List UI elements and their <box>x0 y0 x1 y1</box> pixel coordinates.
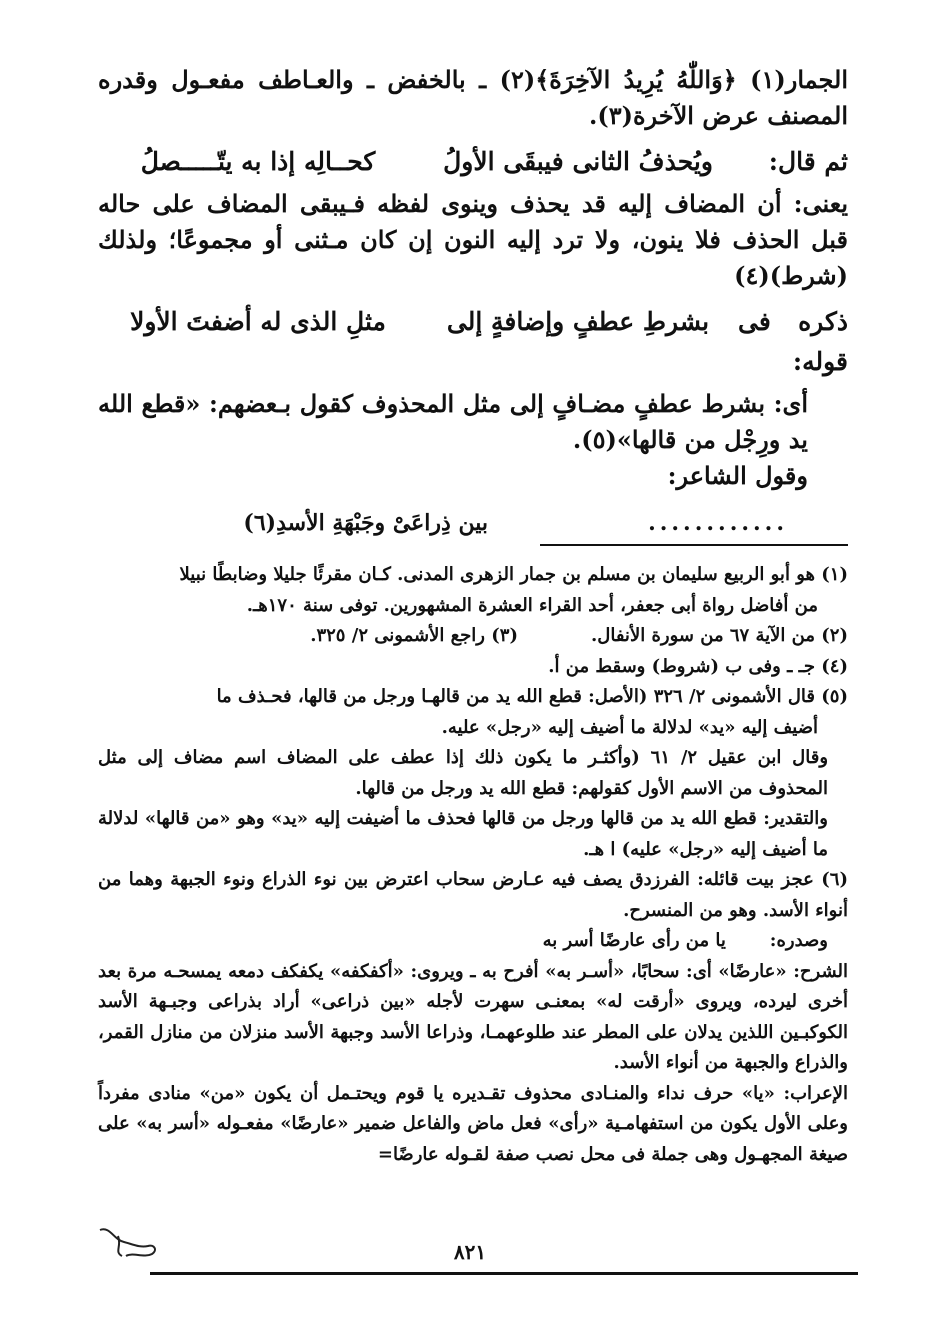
footnote-5: (٥) قال الأشمونى ٢/ ٣٢٦ (الأصل: قطع الله يد من قالهـا ورجل من قالها، فحـذف ما <box>216 686 848 707</box>
footnote-1: (١) هو أبو الربيع سليمان بن مسلم بن جمار الزهرى المدنى. كـان مقرئًا جليلا وضابطًا نبيلا <box>179 564 848 585</box>
verse-1-hemistich-2: كحــالِه إذا به يتّـــــصلُ <box>140 147 376 176</box>
footnote-3: (٣) راجع الأشمونى ٢/ ٣٢٥. <box>310 625 518 646</box>
footnote-6: (٦) عجز بيت قائله: الفرزدق يصف فيه عـارض سحاب اعترض بين نوء الذراع ونوء الجبهة وهما من أنواء الأسد. وهو من المنسرح. <box>98 869 848 921</box>
verse-1 <box>98 142 848 182</box>
bottom-rule <box>150 1272 858 1275</box>
footnote-6-sadr-label: وصدره: <box>769 930 828 951</box>
quoted-verse <box>98 510 848 536</box>
paragraph-2: يعنى: أن المضاف إليه قد يحذف وينوى لفظه فـيبقى المضاف على حاله قبل الحذف فلا ينون، ولا ترد إليه النون إن كان مـثنى أو مجموعًا؛ ولذلك (شرط)(٤) <box>98 189 848 290</box>
footnote-5-cont: أضيف إليه «يد» لدلالة ما أضيف إليه «رجل» عليه. <box>441 716 818 738</box>
verse-2-lead: ذكره فى قوله: <box>738 307 848 376</box>
quoted-verse-hemistich: بين ذِراعَىْ وجَبْهَةِ الأسدِ(٦) <box>243 510 488 536</box>
footnote-6-sharh: الشرح: «عارضًا» أى: سحابًا، «أسـر به» أفرح به ـ ويروى: «أكفكفه» يكفكف دمعه يمسحـه مرة بعد أخرى ليرده، ويروى «أرقت له» بمعنـى سهرت لأجله «بين ذراعى» أراد بذراعى وجبـهة الأسد الكوكبـين اللذين يدلان على المطر عند طلوعهمـا، وذراعا الأسد وجبهة الأسد منزلان من منازل القمر، والذراع والجبهة من أنواء الأسد. <box>98 960 848 1073</box>
footnote-4: (٤) جـ ـ وفى ب (شروط) وسقط من أ. <box>548 655 848 677</box>
page-number: ٨٢١ <box>453 1240 487 1264</box>
paragraph-3: أى: بشرط عطفٍ مضـافٍ إلى مثل المحذوف كقول بـعضهم: «قطع الله يد ورِجْل من قالها»(٥). <box>98 389 808 454</box>
footnote-5-ibn-aqil: وقال ابن عقيل ٢/ ٦١ (وأكثـر ما يكون ذلك إذا عطف على المضاف اسم مضاف إلى مثل المحذوف من الاسم الأول كقولهم: قطع الله يد ورجل من قالها. <box>98 747 829 799</box>
footnote-6-irab: الإعراب: «يا» حرف نداء والمنـادى محذوف تقـديره يا قوم ويحتـمل أن يكون «من» منادى مفرداً وعلى الأول يكون من استفهامـية «رأى» فعل ماض والفاعل ضمير «عارضًا» مفعـوله «أسر به» على صيغة المجهـول وهى جملة فى محل نصب صفة لقـوله عارضًا= <box>98 1082 848 1165</box>
footnote-2: (٢) من الآية ٦٧ من سورة الأنفال. <box>591 625 848 646</box>
verse-2-hemistich-2: مثلِ الذى له أضفتَ الأولا <box>130 307 386 336</box>
verse-2 <box>98 302 848 382</box>
paragraph-4: وقول الشاعر: <box>667 461 808 490</box>
footnote-separator <box>540 544 848 546</box>
footnotes <box>98 560 848 1170</box>
handwritten-mark <box>96 1222 166 1262</box>
footnote-6-sadr <box>98 926 848 957</box>
verse-1-hemistich-1: ويُحذفُ الثانى فيبقَى الأولُ <box>443 147 713 176</box>
main-text <box>98 62 848 554</box>
paragraph-1: الجمار(١) ﴿وَاللّٰهُ يُرِيدُ الآخِرَةَ﴾(٢) ـ بالخفض ـ والعـاطف مفعـول وقدره المصنف عرض الآخرة(٣). <box>98 65 849 130</box>
quoted-verse-ellipsis: ............ <box>648 510 788 536</box>
footnote-6-sadr-text: يا من رأى عارضًا أسر به <box>542 930 726 951</box>
verse-1-lead: ثم قال: <box>768 147 848 176</box>
footnotes-2-3 <box>98 621 848 652</box>
footnote-5-taqdir: والتقدير: قطع الله يد من قالها ورجل من قالها فحذف ما أضيفت إليه «يد» وهو «من قالها» لدلالة ما أضيف إليه «رجل» عليه) ا هـ. <box>98 808 828 860</box>
footnote-1-cont: من أفاضل رواة أبى جعفر، أحد القراء العشرة المشهورين. توفى سنة ١٧٠هـ. <box>246 594 818 616</box>
verse-2-hemistich-1: بشرطِ عطفٍ وإضافةٍ إلى <box>446 307 710 336</box>
